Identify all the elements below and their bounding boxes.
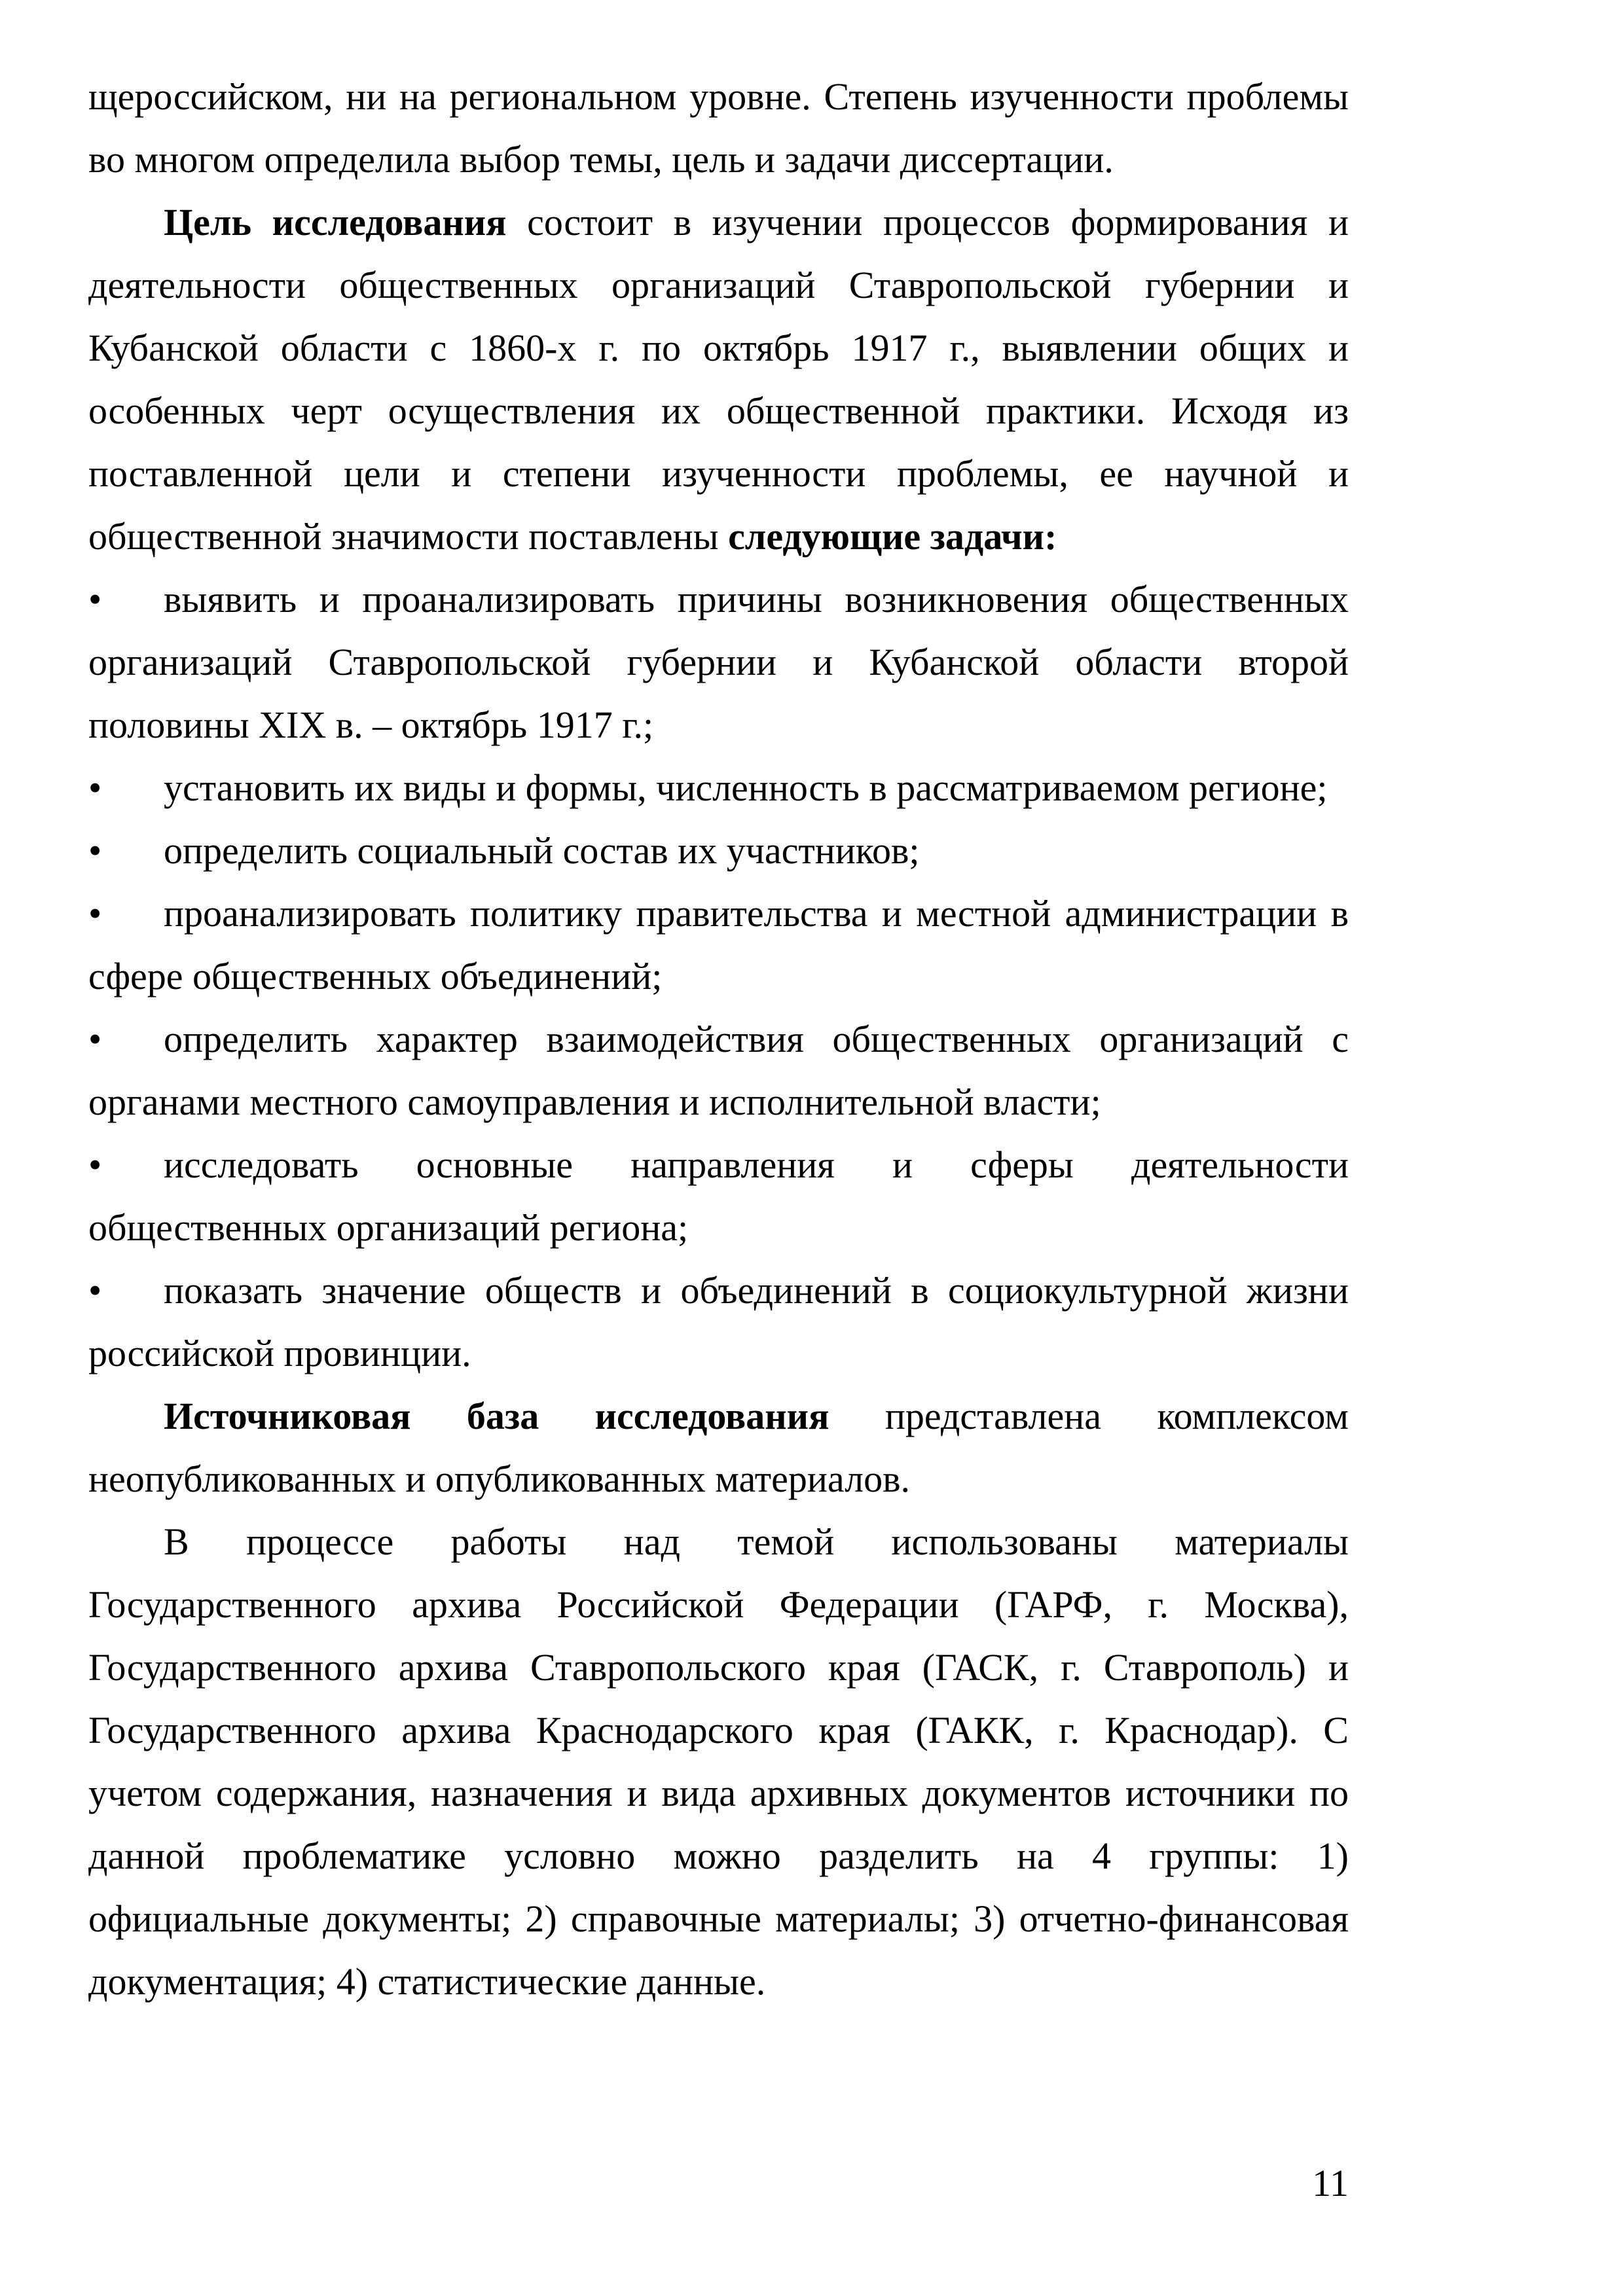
bullet-item (88, 819, 1349, 882)
paragraph (88, 1511, 1349, 2013)
bullet-item (88, 568, 1349, 757)
bullet-item (88, 1008, 1349, 1134)
paragraph (88, 65, 1349, 191)
bullet-item (88, 1134, 1349, 1259)
text-run: выявить и проанализировать причины возникновения общественных организаций Ставропольской губернии и Кубанской области второй половины XIX в. – октябрь 1917 г.; (88, 578, 1349, 746)
text-run: представлена комплексом неопубликованных и опубликованных материалов. (88, 1395, 1349, 1500)
bold-text-run: следующие задачи: (728, 515, 1057, 558)
text-run: установить их виды и формы, численность в рассматриваемом регионе; (164, 766, 1328, 809)
bullet-marker-icon: • (88, 578, 102, 620)
bullet-marker-icon: • (88, 892, 102, 935)
bullet-item (88, 757, 1349, 819)
paragraph (88, 191, 1349, 568)
text-run: определить характер взаимодействия общественных организаций с органами местного самоуправления и исполнительной власти; (88, 1018, 1349, 1123)
page-number: 11 (1312, 2162, 1349, 2204)
bold-text-run: Источниковая база исследования (164, 1395, 830, 1437)
text-run: состоит в изучении процессов формирования и деятельности общественных организаций Ставропольской губернии и Кубанской области с 1860-х г. по октябрь 1917 г., выявлении общих и особенных черт осуществления их общественной практики. Исходя из поставленной цели и степени изученности проблемы, ее научной и общественной значимости поставлены (88, 201, 1349, 558)
text-run: определить социальный состав их участников; (164, 829, 920, 872)
bullet-marker-icon: • (88, 829, 102, 872)
text-run: исследовать основные направления и сферы деятельности общественных организаций региона; (88, 1143, 1349, 1249)
bullet-marker-icon: • (88, 766, 102, 809)
text-run: щероссийском, ни на региональном уровне. Степень изученности проблемы во многом определила выбор темы, цель и задачи диссертации. (88, 75, 1349, 181)
text-run: проанализировать политику правительства и местной администрации в сфере общественных объединений; (88, 892, 1349, 997)
bullet-marker-icon: • (88, 1143, 102, 1186)
bullet-marker-icon: • (88, 1269, 102, 1312)
paragraph (88, 1385, 1349, 1511)
text-run: показать значение обществ и объединений в социокультурной жизни российской провинции. (88, 1269, 1349, 1374)
bullet-item (88, 1259, 1349, 1385)
document-body (88, 65, 1349, 2013)
bold-text-run: Цель исследования (164, 201, 507, 243)
bullet-marker-icon: • (88, 1018, 102, 1060)
bullet-item (88, 882, 1349, 1008)
text-run: В процессе работы над темой использованы материалы Государственного архива Российской Федерации (ГАРФ, г. Москва), Государственного архива Ставропольского края (ГАСК, г. Ставрополь) и Государственного архива Краснодарского края (ГАКК, г. Краснодар). С учетом содержания, назначения и вида архивных документов источники по данной проблематике условно можно разделить на 4 группы: 1) официальные документы; 2) справочные материалы; 3) отчетно-финансовая документация; 4) статистические данные. (88, 1520, 1349, 2003)
